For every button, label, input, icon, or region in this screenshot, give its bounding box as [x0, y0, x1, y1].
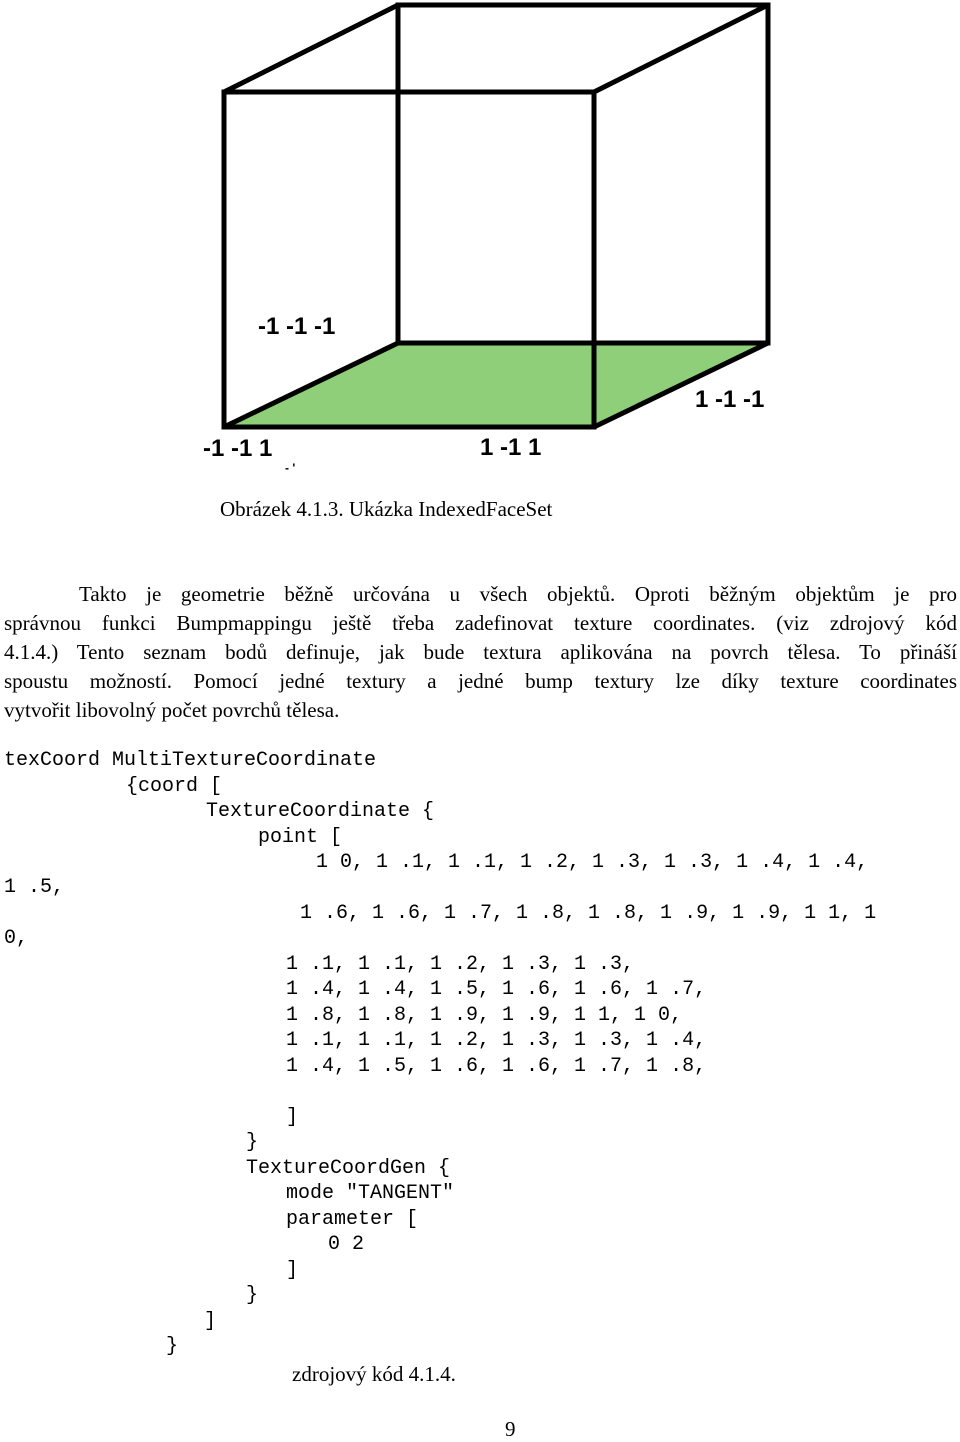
code-line: 1 .5,: [4, 876, 65, 899]
edge-top-right: [594, 5, 768, 92]
code-line: ]: [286, 1259, 299, 1282]
code-line: 0 2: [328, 1233, 365, 1256]
code-line: {coord [: [126, 775, 223, 798]
edge-top-left: [224, 5, 398, 92]
code-line: }: [166, 1335, 179, 1358]
code-line: mode "TANGENT": [286, 1182, 455, 1205]
para-line: vytvořit libovolný počet povrchů tělesa.: [4, 698, 340, 722]
cube-figure: [0, 0, 960, 480]
figure-caption: Obrázek 4.1.3. Ukázka IndexedFaceSet: [220, 497, 553, 521]
para-line: správnou funkci Bumpmappingu ještě třeba zadefinovat texture coordinates. (viz zdrojový kód: [4, 611, 957, 635]
code-line: 0,: [4, 927, 29, 950]
vertex-label-back-left: -1 -1 -1: [258, 313, 336, 340]
code-line: TextureCoordinate {: [206, 800, 435, 823]
code-line: point [: [258, 826, 343, 849]
back-face: [398, 5, 768, 343]
code-line: 1 .4, 1 .5, 1 .6, 1 .6, 1 .7, 1 .8,: [286, 1055, 707, 1078]
code-line: }: [246, 1284, 259, 1307]
code-line: 1 0, 1 .1, 1 .1, 1 .2, 1 .3, 1 .3, 1 .4, 1 .4,: [316, 851, 869, 874]
code-line: ]: [286, 1106, 299, 1129]
code-line: 1 .8, 1 .8, 1 .9, 1 .9, 1 1, 1 0,: [286, 1004, 683, 1027]
vertex-label-bottom-mid: 1 -1 1: [480, 434, 542, 461]
para-line: Takto je geometrie běžně určována u všech objektů. Oproti běžným objektům je pro: [79, 582, 957, 606]
code-line: 1 .6, 1 .6, 1 .7, 1 .8, 1 .8, 1 .9, 1 .9, 1 1, 1: [300, 902, 877, 925]
vertex-label-right: 1 -1 -1: [695, 386, 765, 413]
code-line: texCoord MultiTextureCoordinate: [4, 749, 377, 772]
stray-mark: - ': [285, 461, 296, 475]
page-number: 9: [505, 1417, 516, 1441]
code-line: 1 .4, 1 .4, 1 .5, 1 .6, 1 .6, 1 .7,: [286, 978, 707, 1001]
para-line: spoustu možností. Pomocí jedné textury a jedné bump textury lze díky texture coordinates: [4, 669, 957, 693]
source-code-label: zdrojový kód 4.1.4.: [292, 1362, 456, 1386]
code-line: ]: [204, 1310, 217, 1333]
code-line: TextureCoordGen {: [246, 1157, 451, 1180]
code-line: 1 .1, 1 .1, 1 .2, 1 .3, 1 .3, 1 .4,: [286, 1029, 707, 1052]
code-line: }: [246, 1131, 259, 1154]
code-line: 1 .1, 1 .1, 1 .2, 1 .3, 1 .3,: [286, 953, 635, 976]
para-line: 4.1.4.) Tento seznam bodů definuje, jak bude textura aplikována na povrch tělesa. To přináší: [4, 640, 957, 664]
code-line: parameter [: [286, 1208, 419, 1231]
vertex-label-bottom-left: -1 -1 1: [203, 435, 273, 462]
